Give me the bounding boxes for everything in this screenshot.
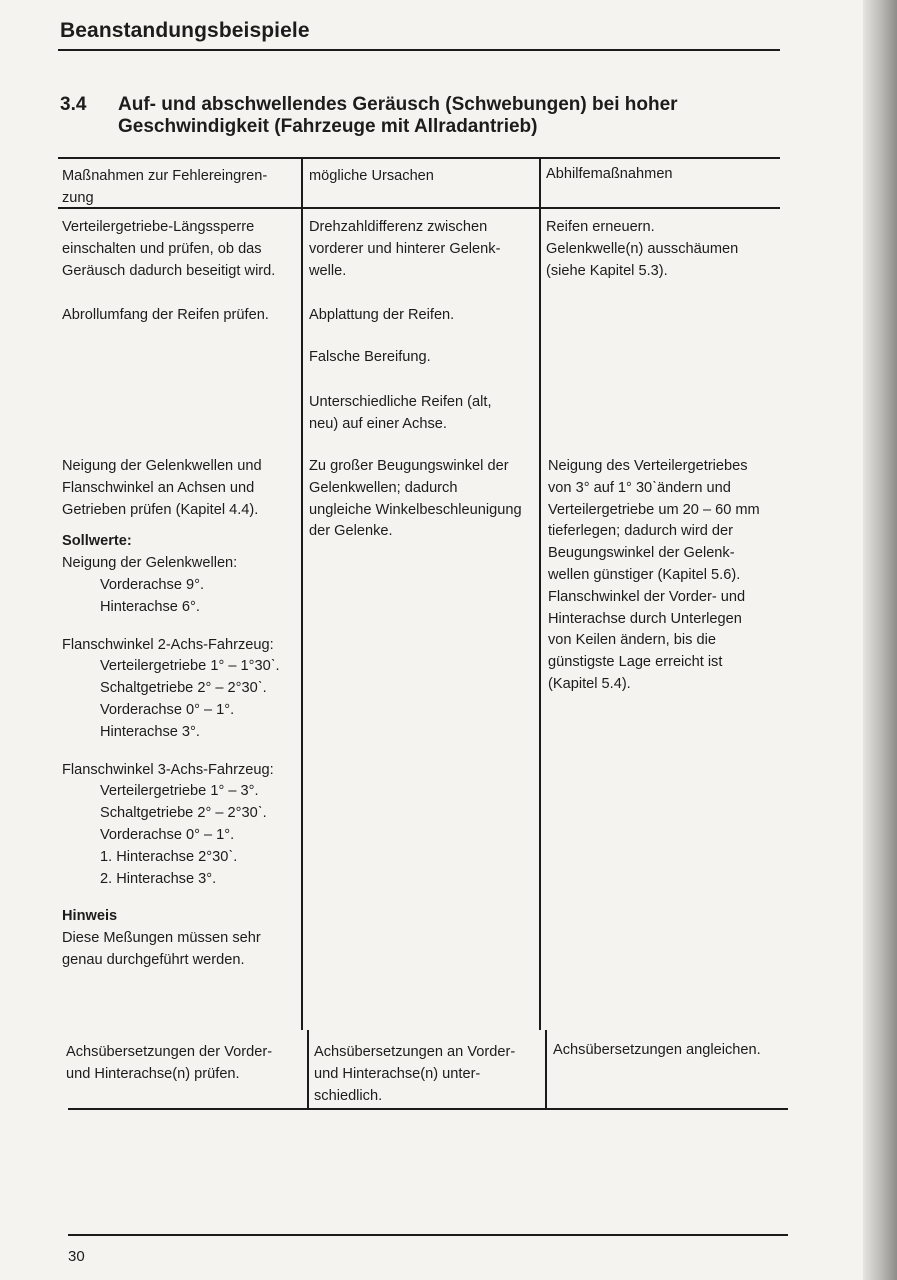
row4-remedies: Achsübersetzungen angleichen. — [553, 1042, 761, 1058]
row1-remedies-line2: Gelenkwelle(n) ausschäumen — [546, 240, 739, 257]
row3-remedies-line: tieferlegen; dadurch wird der — [548, 523, 733, 540]
spacer — [62, 890, 298, 906]
table-header-measures — [62, 166, 292, 210]
row4-measures-line2: und Hinterachse(n) prüfen. — [66, 1065, 240, 1082]
flansch3-label: Flanschwinkel 3-Achs-Fahrzeug: — [62, 761, 274, 778]
row3-remedies-line: Neigung des Verteilergetriebes — [548, 458, 748, 474]
row2-causes-mixed-tyres — [309, 392, 537, 436]
header-rule — [58, 49, 780, 51]
row2-causes-mixed-tyres-line2: neu) auf einer Achse. — [309, 415, 447, 432]
flansch2-label: Flanschwinkel 2-Achs-Fahrzeug: — [62, 636, 274, 653]
row3-measures — [62, 456, 298, 972]
row3-remedies-line: Verteilergetriebe um 20 – 60 mm — [548, 501, 760, 518]
table-top-rule — [58, 157, 780, 159]
row1-remedies — [546, 217, 782, 282]
row1-causes-line1: Drehzahldifferenz zwischen — [309, 219, 488, 235]
running-header: Beanstandungsbeispiele — [60, 19, 310, 42]
row1-measures-line3: Geräusch dadurch beseitigt wird. — [62, 262, 276, 279]
row3-intro-line3: Getrieben prüfen (Kapitel 4.4). — [62, 501, 259, 518]
page-number: 30 — [68, 1248, 85, 1265]
column-divider-2 — [539, 157, 541, 1030]
row4-measures-line1: Achsübersetzungen der Vorder- — [66, 1044, 273, 1060]
row1-causes-line3: welle. — [309, 262, 347, 279]
row1-causes — [309, 217, 537, 282]
neigung-label: Neigung der Gelenkwellen: — [62, 555, 238, 572]
section-title-line2: Geschwindigkeit (Fahrzeuge mit Allradantrieb) — [118, 116, 538, 137]
flansch3-item: Verteilergetriebe 1° – 3°. — [100, 783, 259, 800]
row4-causes-line3: schiedlich. — [314, 1087, 383, 1104]
flansch3-item: 2. Hinterachse 3°. — [100, 870, 217, 887]
row3-remedies-line: Beugungswinkel der Gelenk- — [548, 545, 735, 562]
spacer — [62, 619, 298, 635]
row1-measures — [62, 217, 298, 282]
table-header-remedies: Abhilfemaßnahmen — [546, 166, 673, 182]
row2-measures: Abrollumfang der Reifen prüfen. — [62, 307, 269, 323]
column-divider-1 — [301, 157, 303, 1030]
sollwerte-heading: Sollwerte: — [62, 533, 132, 550]
row1-remedies-line3: (siehe Kapitel 5.3). — [546, 262, 668, 279]
row1-measures-line1: Verteilergetriebe-Längssperre — [62, 219, 255, 235]
row4-causes — [314, 1042, 542, 1107]
section-title — [118, 94, 738, 138]
row4-causes-line1: Achsübersetzungen an Vorder- — [314, 1044, 516, 1060]
hinweis-heading: Hinweis — [62, 908, 118, 925]
hinweis-line1: Diese Meßungen müssen sehr — [62, 930, 261, 947]
page-edge-shadow — [863, 0, 897, 1280]
row3-causes-line: Gelenkwellen; dadurch — [309, 479, 458, 496]
row3-remedies-line: wellen günstiger (Kapitel 5.6). — [548, 566, 741, 583]
neigung-item: Hinterachse 6°. — [100, 598, 200, 615]
row3-remedies — [548, 456, 784, 696]
row2-causes-mixed-tyres-line1: Unterschiedliche Reifen (alt, — [309, 394, 492, 410]
table-bottom-rule — [68, 1108, 788, 1110]
flansch2-item: Schaltgetriebe 2° – 2°30ˋ. — [100, 680, 267, 697]
row1-remedies-line1: Reifen erneuern. — [546, 219, 655, 235]
flansch3-item: Vorderachse 0° – 1°. — [100, 826, 235, 843]
neigung-item: Vorderachse 9°. — [100, 576, 205, 593]
table-header-causes: mögliche Ursachen — [309, 168, 434, 184]
row3-remedies-line: (Kapitel 5.4). — [548, 675, 631, 692]
hinweis-line2: genau durchgeführt werden. — [62, 951, 245, 968]
spacer — [62, 744, 298, 760]
flansch2-item: Hinterachse 3°. — [100, 723, 200, 740]
row4-causes-line2: und Hinterachse(n) unter- — [314, 1065, 481, 1082]
row3-remedies-line: Hinterachse durch Unterlegen — [548, 610, 742, 627]
flansch2-item: Vorderachse 0° – 1°. — [100, 701, 235, 718]
table-header-measures-line1: Maßnahmen zur Fehlereingren- — [62, 168, 268, 184]
row2-causes-flattening: Abplattung der Reifen. — [309, 307, 455, 323]
flansch3-item: 1. Hinterachse 2°30ˋ. — [100, 848, 238, 865]
row3-causes — [309, 456, 537, 543]
flansch3-item: Schaltgetriebe 2° – 2°30ˋ. — [100, 805, 267, 822]
section-title-line1: Auf- und abschwellendes Geräusch (Schwebungen) bei hoher — [118, 94, 678, 115]
row3-intro-line2: Flanschwinkel an Achsen und — [62, 479, 255, 496]
row3-remedies-line: günstigste Lage erreicht ist — [548, 654, 723, 671]
table-header-measures-line2: zung — [62, 189, 94, 206]
row1-measures-line2: einschalten und prüfen, ob das — [62, 240, 262, 257]
spacer — [62, 521, 298, 531]
row3-remedies-line: von 3° auf 1° 30ˋändern und — [548, 479, 731, 496]
row2-causes-wrong-tyres: Falsche Bereifung. — [309, 349, 431, 365]
row3-causes-line: ungleiche Winkelbeschleunigung — [309, 501, 522, 518]
flansch2-item: Verteilergetriebe 1° – 1°30ˋ. — [100, 658, 280, 675]
row3-intro-line1: Neigung der Gelenkwellen und — [62, 458, 262, 474]
row4-measures — [66, 1042, 302, 1086]
column-divider-1-lower — [307, 1030, 309, 1110]
row3-causes-line: der Gelenke. — [309, 523, 393, 540]
section-number: 3.4 — [60, 94, 87, 115]
footer-rule — [68, 1234, 788, 1236]
row3-remedies-line: von Keilen ändern, bis die — [548, 632, 716, 649]
row1-causes-line2: vorderer und hinterer Gelenk- — [309, 240, 501, 257]
row3-remedies-line: Flanschwinkel der Vorder- und — [548, 588, 746, 605]
row3-causes-line: Zu großer Beugungswinkel der — [309, 458, 509, 474]
column-divider-2-lower — [545, 1030, 547, 1110]
